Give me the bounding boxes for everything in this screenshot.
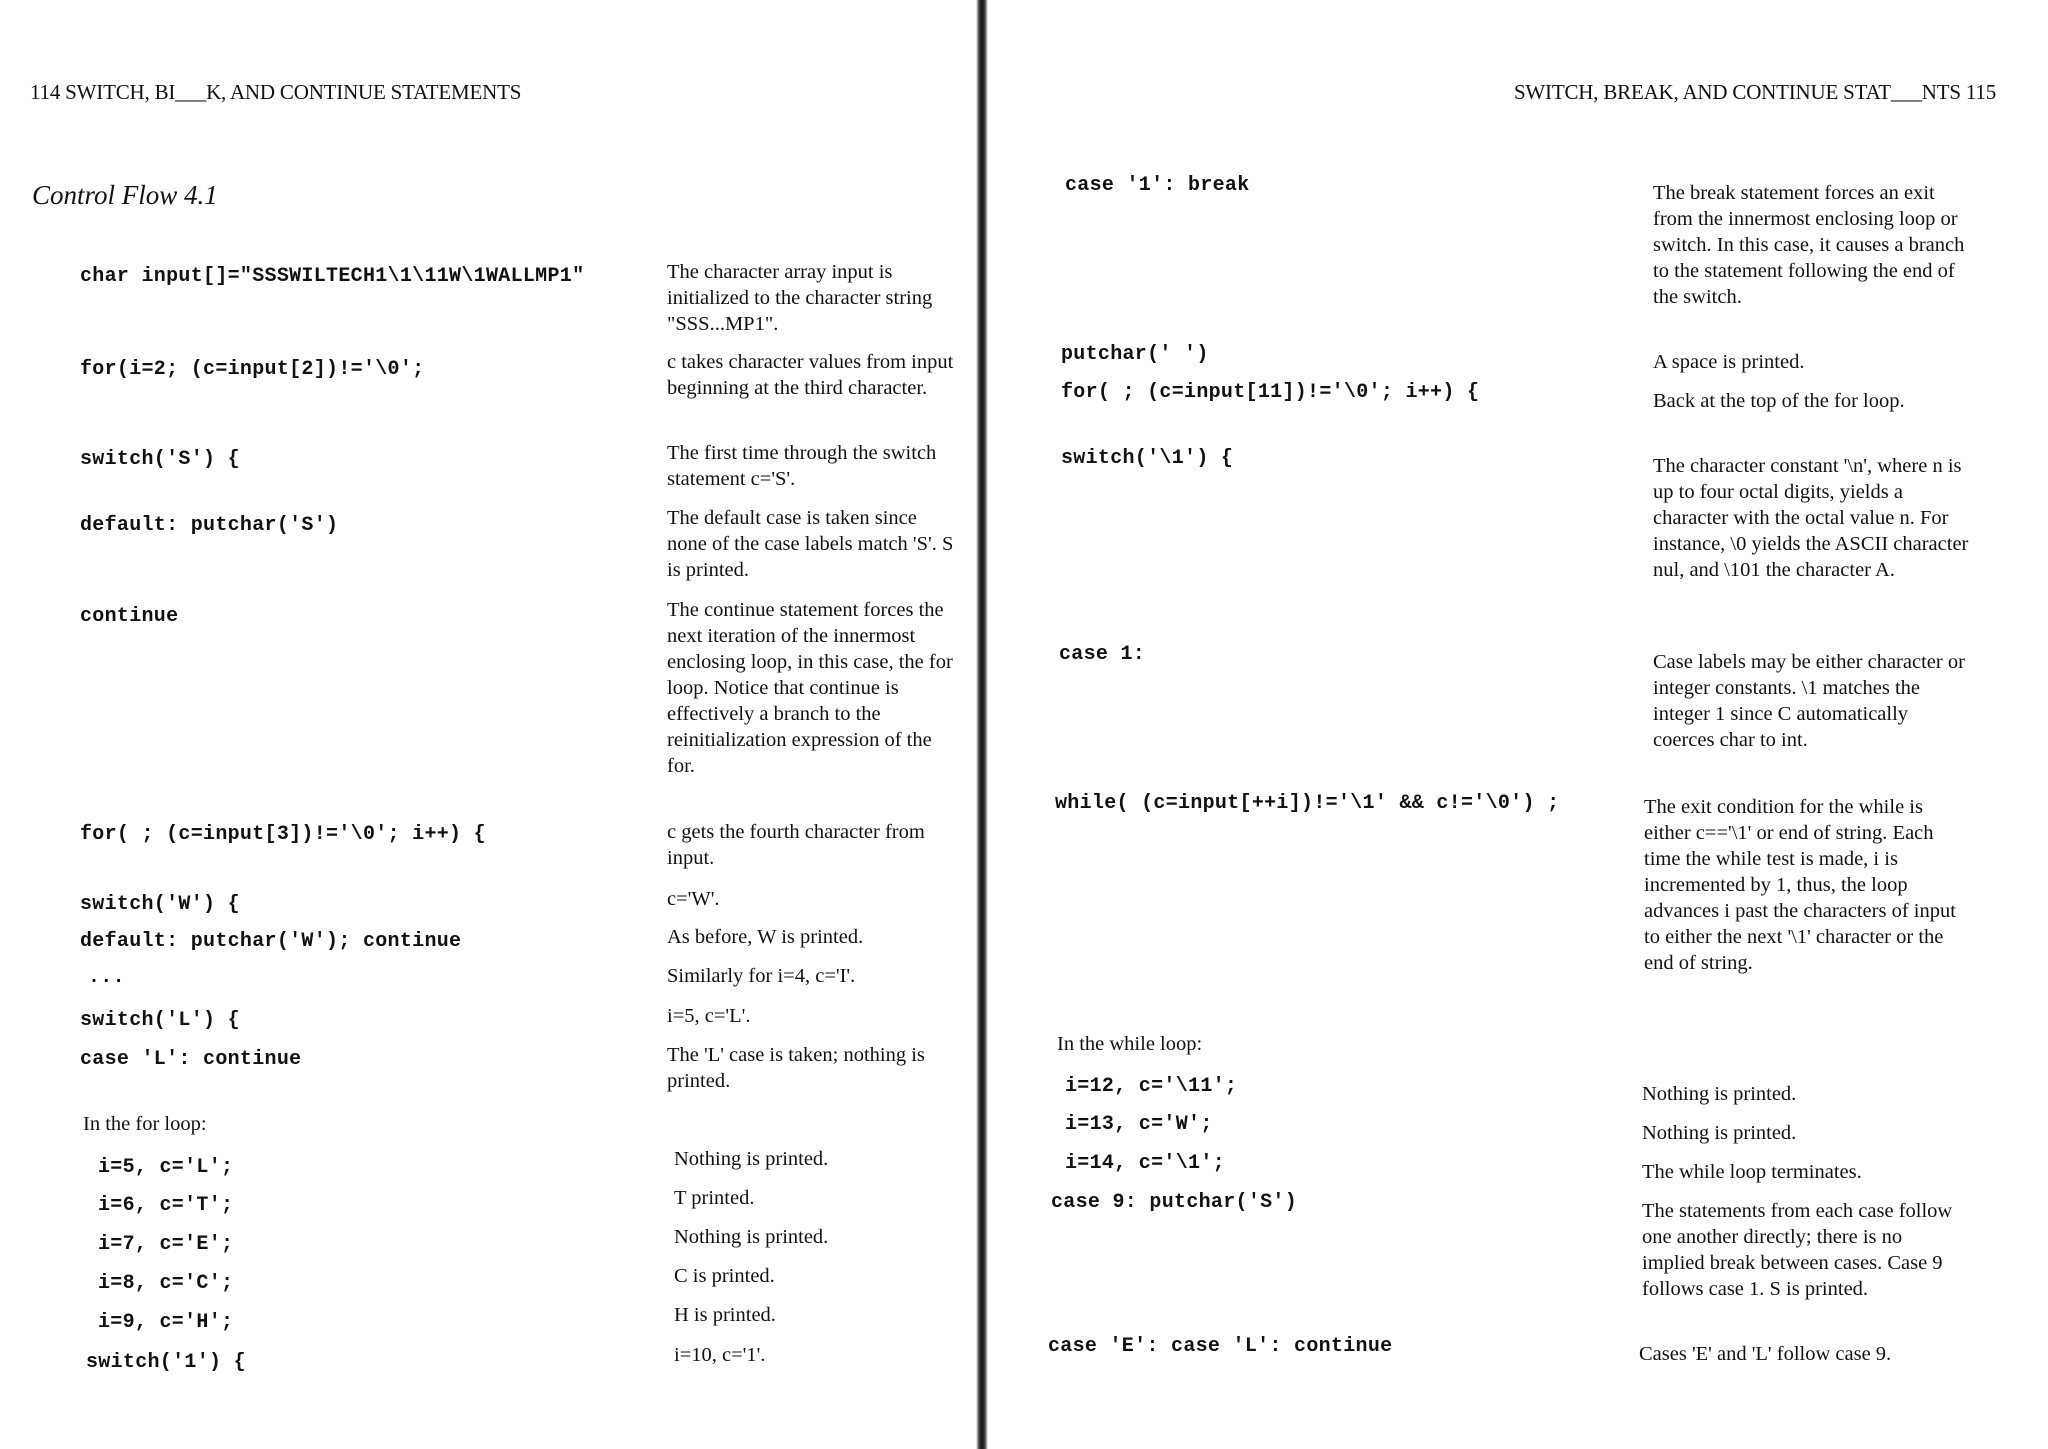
annotation: The character array input is initialized to the character string "SSS...MP1". [667, 261, 933, 335]
annotation: The default case is taken since none of the case labels match 'S'. S is printed. [667, 507, 954, 581]
annotation: i=10, c='1'. [674, 1344, 766, 1366]
code-line: i=12, c='\11'; [1065, 1075, 1238, 1098]
annotation: i=5, c='L'. [667, 1005, 751, 1027]
annotation: c gets the fourth character from input. [667, 821, 925, 869]
code-line: while( (c=input[++i])!='\1' && c!='\0') ; [1055, 792, 1560, 815]
code-line: default: putchar('S') [80, 514, 339, 537]
code-line: for( ; (c=input[3])!='\0'; i++) { [80, 823, 486, 846]
annotation: The break statement forces an exit from the innermost enclosing loop or switch. In this case, it causes a branch to the statement following the end of the switch. [1653, 182, 1965, 308]
annotation: The character constant '\n', where n is up to four octal digits, yields a character with the octal value n. For instance, \0 yields the ASCII character nul, and \101 the character A. [1653, 455, 1969, 581]
right-page [985, 0, 2048, 1449]
annotation: The while loop terminates. [1642, 1161, 1862, 1183]
section-title: Control Flow 4.1 [32, 180, 218, 210]
code-line: continue [80, 605, 179, 628]
annotation: Nothing is printed. [674, 1226, 829, 1248]
code-line: switch('L') { [80, 1009, 240, 1032]
annotation: Nothing is printed. [1642, 1122, 1797, 1144]
annotation: H is printed. [674, 1304, 776, 1326]
annotation: Nothing is printed. [674, 1148, 829, 1170]
code-line: switch('1') { [86, 1351, 246, 1374]
annotation: c takes character values from input beginning at the third character. [667, 351, 954, 399]
code-line: i=14, c='\1'; [1065, 1152, 1225, 1175]
code-line: case '1': break [1065, 174, 1250, 197]
annotation: Similarly for i=4, c='I'. [667, 965, 856, 987]
annotation: Nothing is printed. [1642, 1083, 1797, 1105]
code-line: case 1: [1059, 643, 1146, 666]
code-line: case 'E': case 'L': continue [1048, 1335, 1393, 1358]
annotation: Back at the top of the for loop. [1653, 390, 1905, 412]
annotation: A space is printed. [1653, 351, 1805, 373]
annotation: C is printed. [674, 1265, 775, 1287]
loop-heading: In the for loop: [83, 1113, 207, 1135]
annotation: The 'L' case is taken; nothing is printed. [667, 1044, 925, 1092]
annotation: As before, W is printed. [667, 926, 864, 948]
code-line: i=9, c='H'; [98, 1311, 234, 1334]
code-line: for( ; (c=input[11])!='\0'; i++) { [1061, 381, 1480, 404]
running-header-left: 114 SWITCH, BI___K, AND CONTINUE STATEMENTS [30, 80, 522, 104]
code-line: switch('S') { [80, 448, 240, 471]
code-line: i=6, c='T'; [98, 1194, 234, 1217]
annotation: The exit condition for the while is either c=='\1' or end of string. Each time the while test is made, i is incremented by 1, thus, the loop advances i past the characters of input to either the next '\1' character or the end of string. [1644, 796, 1956, 974]
annotation: c='W'. [667, 888, 720, 910]
loop-heading: In the while loop: [1057, 1033, 1203, 1055]
annotation: T printed. [674, 1187, 755, 1209]
code-line: case 'L': continue [80, 1048, 302, 1071]
code-line: putchar(' ') [1061, 343, 1209, 366]
code-line: default: putchar('W'); continue [80, 930, 462, 953]
running-header-right: SWITCH, BREAK, AND CONTINUE STAT___NTS 115 [1513, 80, 1996, 104]
code-line: switch('W') { [80, 893, 240, 916]
code-line: i=8, c='C'; [98, 1272, 234, 1295]
annotation: The continue statement forces the next iteration of the innermost enclosing loop, in this case, the for loop. Notice that continue is effectively a branch to the reinitialization expression of the for. [667, 599, 953, 777]
code-line: for(i=2; (c=input[2])!='\0'; [80, 358, 425, 381]
left-page [0, 0, 985, 1449]
code-line: switch('\1') { [1061, 447, 1234, 470]
code-line: ... [88, 966, 125, 989]
code-line: i=5, c='L'; [98, 1156, 234, 1179]
annotation: The statements from each case follow one another directly; there is no implied break between cases. Case 9 follows case 1. S is printed. [1642, 1200, 1953, 1300]
code-line: i=7, c='E'; [98, 1233, 234, 1256]
annotation: The first time through the switch statement c='S'. [667, 442, 937, 490]
code-line: i=13, c='W'; [1065, 1113, 1213, 1136]
annotation: Case labels may be either character or integer constants. \1 matches the integer 1 since C automatically coerces char to int. [1653, 651, 1965, 751]
annotation: Cases 'E' and 'L' follow case 9. [1639, 1343, 1892, 1365]
code-line: char input[]="SSSWILTECH1\1\11W\1WALLMP1" [80, 265, 585, 288]
code-line: case 9: putchar('S') [1051, 1191, 1298, 1214]
